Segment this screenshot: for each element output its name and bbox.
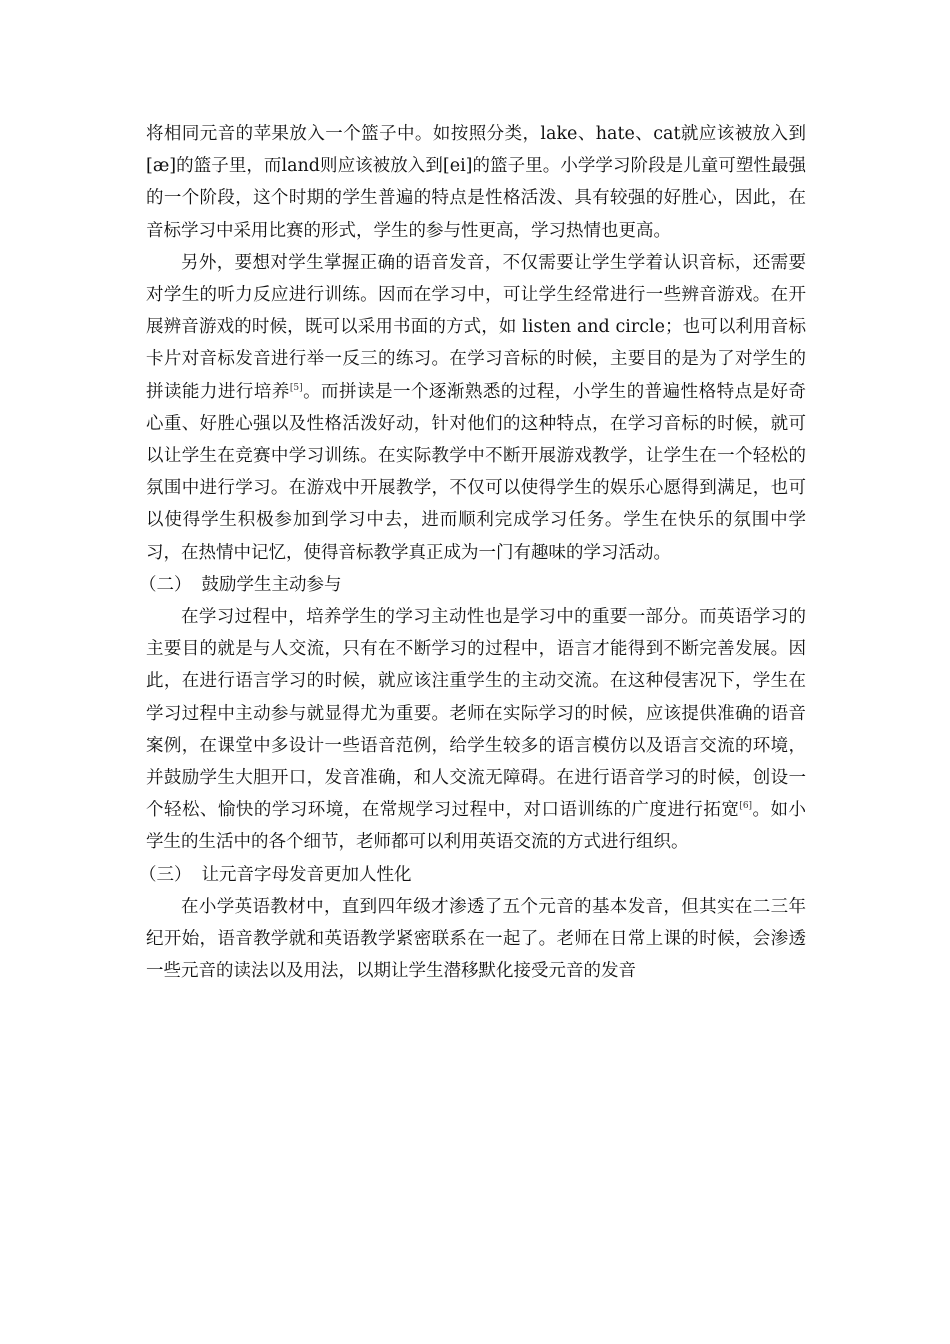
section-title: 让元音字母发音更加人性化 <box>201 864 412 885</box>
paragraph-2-text-after: 。而拼读是一个逐渐熟悉的过程，小学生的普遍性格特点是好奇心重、好胜心强以及性格活泼好动，针对他们的这种特点，在学习音标的时候，就可以让学生在竞赛中学习训练。在实际教学中不断开展游戏教学，让学生在一个轻松的氛围中进行学习。在游戏中开展教学，不仅可以使得学生的娱乐心愿得到满足，也可以使得学生积极参加到学习中去，进而顺利完成学习任务。学生在快乐的氛围中学习，在热情中记忆，使得音标教学真正成为一门有趣味的学习活动。 <box>146 381 807 563</box>
paragraph-2-text-before: 另外，要想对学生掌握正确的语音发音，不仅需要让学生学着认识音标，还需要对学生的听力反应进行训练。因而在学习中，可让学生经常进行一些辨音游戏。在开展辨音游戏的时候，既可以采用书面的方式，如 listen and circle；也可以利用音标卡片对音标发音进行举一反三的练习。在学习音标的时候，主要目的是为了对学生的拼读能力进行培养 <box>146 252 806 402</box>
document-body <box>139 118 807 987</box>
section-heading-3 <box>139 859 806 891</box>
paragraph-2 <box>146 247 806 569</box>
paragraph-1: 将相同元音的苹果放入一个篮子中。如按照分类，lake、hate、cat就应该被放入到[æ]的篮子里，而land则应该被放入到[ei]的篮子里。小学学习阶段是儿童可塑性最强的一个阶段，这个时期的学生普遍的特点是性格活泼、具有较强的好胜心，因此，在音标学习中采用比赛的形式，学生的参与性更高，学习热情也更高。 <box>146 124 806 241</box>
section-number: （二） <box>139 574 192 595</box>
citation-ref-6: [6] <box>739 801 753 812</box>
paragraph-3-text-after: 。如小学生的生活中的各个细节，老师都可以利用英语交流的方式进行组织。 <box>146 800 807 853</box>
paragraph-3-text-before: 在学习过程中，培养学生的学习主动性也是学习中的重要一部分。而英语学习的主要目的就是与人交流，只有在不断学习的过程中，语言才能得到不断完善发展。因此，在进行语言学习的时候，就应该注重学生的主动交流。在这种侵害况下，学生在学习过程中主动参与就显得尤为重要。老师在实际学习的时候，应该提供准确的语音案例，在课堂中多设计一些语音范例，给学生较多的语言模仿以及语言交流的环境，并鼓励学生大胆开口，发音准确，和人交流无障碍。在进行语音学习的时候，创设一个轻松、愉快的学习环境，在常规学习过程中，对口语训练的广度进行拓宽 <box>146 607 806 821</box>
section-heading-2 <box>139 569 806 601</box>
citation-ref-5: [5] <box>289 382 303 393</box>
section-title: 鼓励学生主动参与 <box>201 574 342 595</box>
paragraph-4: 在小学英语教材中，直到四年级才渗透了五个元音的基本发音，但其实在二三年纪开始，语音教学就和英语教学紧密联系在一起了。老师在日常上课的时候，会渗透一些元音的读法以及用法，以期让学生潜移默化接受元音的发音 <box>146 896 806 982</box>
section-number: （三） <box>139 864 192 885</box>
paragraph-3 <box>146 601 806 859</box>
